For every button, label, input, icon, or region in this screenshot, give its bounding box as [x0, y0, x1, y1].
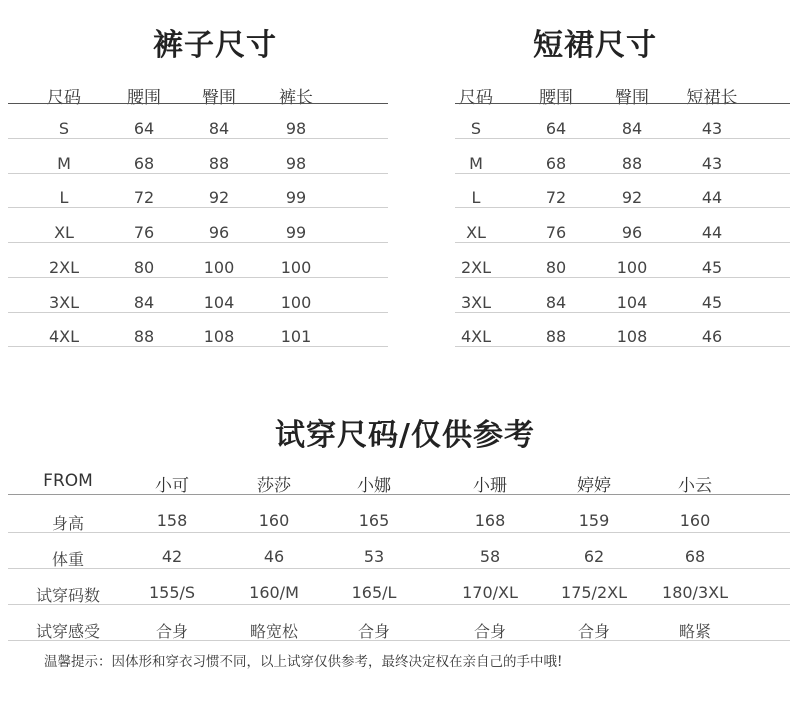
- row-label-cell: 2XL: [48, 257, 80, 277]
- table-cell: 45: [701, 292, 723, 312]
- header-cell: 小可: [155, 476, 189, 496]
- header-cell: 短裙长: [686, 88, 738, 108]
- table-cell: 合身: [577, 622, 611, 641]
- table-cell: 46: [701, 327, 723, 347]
- row-divider: [455, 138, 790, 139]
- table-cell: 45: [701, 257, 723, 277]
- row-label-cell: 2XL: [460, 257, 492, 277]
- header-cell: 小珊: [473, 476, 507, 496]
- table-cell: 76: [545, 223, 567, 243]
- header-cell: 腰围: [539, 88, 573, 108]
- pants-size-title: 裤子尺寸: [153, 28, 277, 63]
- header-cell: 婷婷: [577, 476, 611, 496]
- header-divider: [455, 103, 790, 104]
- row-divider: [455, 346, 790, 347]
- table-cell: 84: [133, 292, 155, 312]
- table-cell: 64: [133, 119, 155, 138]
- table-cell: 168: [474, 511, 506, 530]
- table-cell: 100: [280, 292, 312, 312]
- table-cell: 略紧: [678, 622, 712, 641]
- row-label-cell: 试穿码数: [35, 586, 101, 605]
- table-cell: 108: [203, 327, 235, 347]
- table-cell: 80: [133, 257, 155, 277]
- row-divider: [455, 277, 790, 278]
- table-cell: 43: [701, 153, 723, 173]
- row-label-cell: 试穿感受: [35, 622, 101, 641]
- row-label-cell: 3XL: [460, 292, 492, 312]
- row-divider: [8, 242, 388, 243]
- row-label-cell: 4XL: [48, 327, 80, 347]
- row-divider: [8, 312, 388, 313]
- table-cell: 88: [621, 153, 643, 173]
- table-cell: 96: [621, 223, 643, 243]
- header-divider: [8, 103, 388, 104]
- table-cell: 43: [701, 119, 723, 138]
- table-cell: 96: [208, 223, 230, 243]
- table-cell: 88: [133, 327, 155, 347]
- table-cell: 180/3XL: [662, 583, 728, 602]
- table-cell: 80: [545, 257, 567, 277]
- table-cell: 84: [545, 292, 567, 312]
- table-cell: 104: [616, 292, 648, 312]
- table-cell: 104: [203, 292, 235, 312]
- table-cell: 160: [679, 511, 711, 530]
- table-cell: 58: [479, 547, 501, 566]
- tip-note: 温馨提示：因体形和穿衣习惯不同，以上试穿仅供参考，最终决定权在亲自己的手中哦!: [44, 654, 563, 670]
- table-cell: 62: [583, 547, 605, 566]
- table-cell: 76: [133, 223, 155, 243]
- row-label-cell: L: [471, 188, 481, 208]
- row-divider: [8, 532, 790, 533]
- table-cell: 88: [208, 153, 230, 173]
- table-cell: 98: [285, 119, 307, 138]
- table-cell: 略宽松: [249, 622, 299, 641]
- table-cell: 159: [578, 511, 610, 530]
- header-cell: 小云: [678, 476, 712, 496]
- table-cell: 92: [621, 188, 643, 208]
- table-cell: 68: [133, 153, 155, 173]
- table-cell: 合身: [473, 622, 507, 641]
- table-cell: 68: [545, 153, 567, 173]
- header-divider: [8, 494, 790, 495]
- header-cell: 小娜: [357, 476, 391, 496]
- header-cell: 莎莎: [257, 476, 291, 496]
- row-label-cell: 体重: [51, 550, 85, 569]
- table-cell: 53: [363, 547, 385, 566]
- table-cell: 72: [545, 188, 567, 208]
- header-cell: 腰围: [127, 88, 161, 108]
- row-label-cell: XL: [466, 223, 486, 243]
- row-divider: [455, 207, 790, 208]
- table-cell: 88: [545, 327, 567, 347]
- table-cell: 100: [280, 257, 312, 277]
- header-cell: 臀围: [615, 88, 649, 108]
- row-label-cell: M: [469, 153, 483, 173]
- table-cell: 合身: [357, 622, 391, 641]
- header-cell: FROM: [43, 471, 93, 491]
- table-cell: 84: [621, 119, 643, 138]
- table-cell: 158: [156, 511, 188, 530]
- table-cell: 合身: [155, 622, 189, 641]
- skirt-size-title: 短裙尺寸: [533, 28, 657, 63]
- table-cell: 108: [616, 327, 648, 347]
- row-divider: [8, 207, 388, 208]
- header-cell: 裤长: [279, 88, 313, 108]
- row-divider: [8, 277, 388, 278]
- table-cell: 46: [263, 547, 285, 566]
- table-cell: 99: [285, 188, 307, 208]
- trial-size-title: 试穿尺码/仅供参考: [275, 418, 535, 453]
- table-cell: 100: [616, 257, 648, 277]
- row-divider: [8, 640, 790, 641]
- row-label-cell: S: [58, 119, 70, 138]
- table-cell: 99: [285, 223, 307, 243]
- header-cell: 尺码: [47, 88, 81, 108]
- row-label-cell: S: [470, 119, 482, 138]
- table-cell: 68: [684, 547, 706, 566]
- table-cell: 100: [203, 257, 235, 277]
- header-cell: 尺码: [459, 88, 493, 108]
- table-cell: 44: [701, 223, 723, 243]
- row-label-cell: M: [57, 153, 71, 173]
- table-cell: 175/2XL: [561, 583, 627, 602]
- row-divider: [8, 568, 790, 569]
- row-divider: [455, 312, 790, 313]
- table-cell: 92: [208, 188, 230, 208]
- table-cell: 64: [545, 119, 567, 138]
- table-cell: 160: [258, 511, 290, 530]
- row-label-cell: L: [59, 188, 69, 208]
- table-cell: 72: [133, 188, 155, 208]
- table-cell: 165/L: [351, 583, 397, 602]
- table-cell: 165: [358, 511, 390, 530]
- table-cell: 42: [161, 547, 183, 566]
- table-cell: 101: [280, 327, 312, 347]
- table-cell: 44: [701, 188, 723, 208]
- row-divider: [455, 242, 790, 243]
- table-cell: 155/S: [148, 583, 196, 602]
- row-label-cell: 4XL: [460, 327, 492, 347]
- row-divider: [8, 173, 388, 174]
- row-divider: [455, 173, 790, 174]
- row-label-cell: 身高: [51, 514, 85, 533]
- row-divider: [8, 138, 388, 139]
- row-divider: [8, 604, 790, 605]
- row-label-cell: XL: [54, 223, 74, 243]
- table-cell: 84: [208, 119, 230, 138]
- header-cell: 臀围: [202, 88, 236, 108]
- row-label-cell: 3XL: [48, 292, 80, 312]
- row-divider: [8, 346, 388, 347]
- table-cell: 170/XL: [462, 583, 518, 602]
- table-cell: 160/M: [249, 583, 299, 602]
- table-cell: 98: [285, 153, 307, 173]
